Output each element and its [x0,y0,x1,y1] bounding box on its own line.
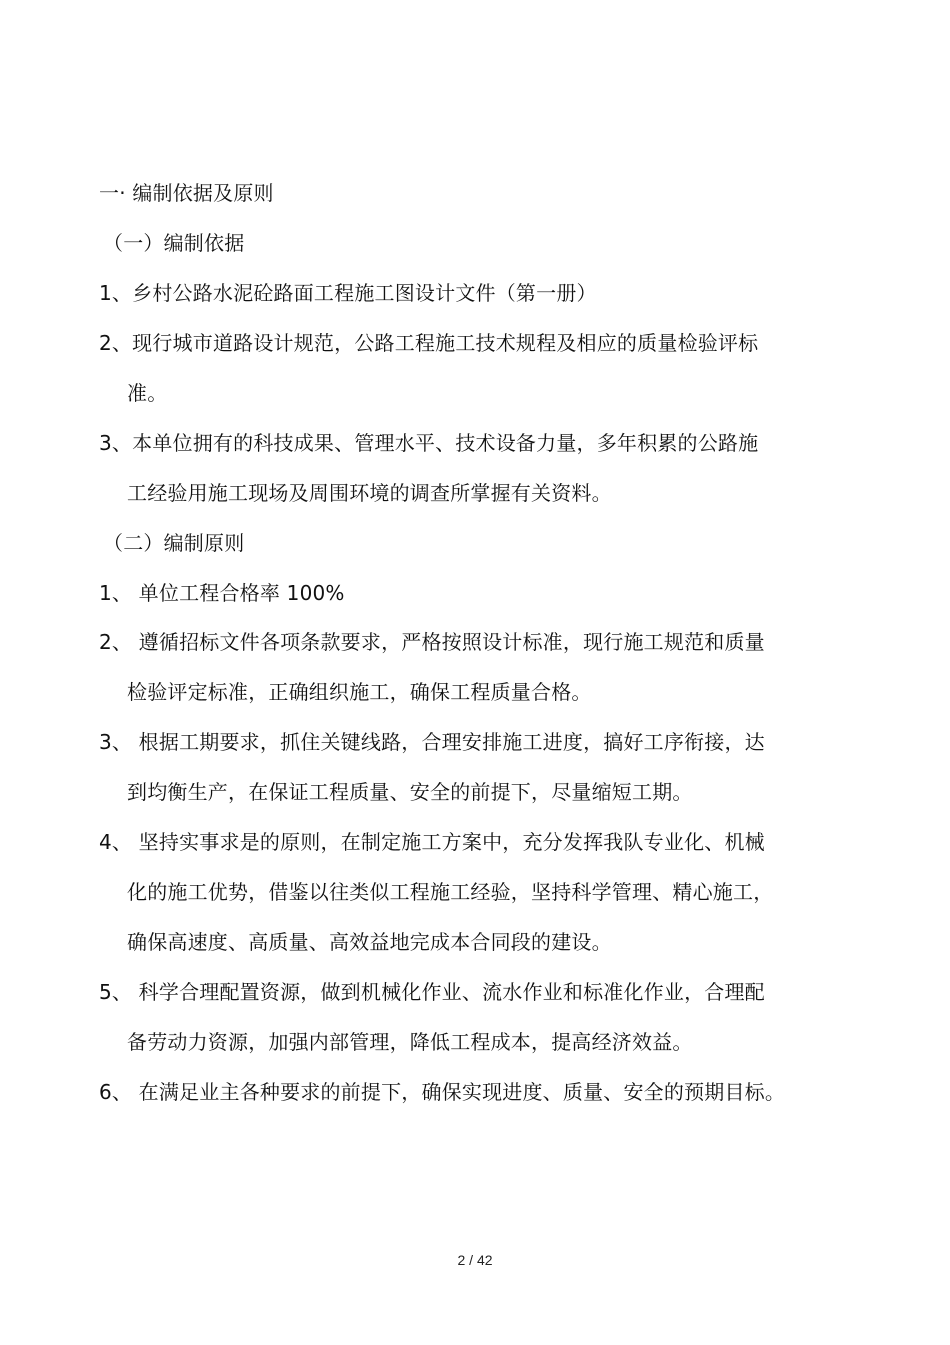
subsection-heading-basis: （一）编制依据 [103,231,245,255]
page-number: 2 / 42 [457,1252,493,1268]
principle-item-3-line-1: 3、 根据工期要求，抓住关键线路，合理安排施工进度，搞好工序衔接，达 [99,730,765,754]
principle-item-1-line-1: 1、 单位工程合格率 100% [99,581,345,605]
basis-item-3-line-1: 3、本单位拥有的科技成果、管理水平、技术设备力量，多年积累的公路施 [99,431,759,455]
principle-item-5-line-2: 备劳动力资源，加强内部管理，降低工程成本，提高经济效益。 [127,1030,693,1054]
principle-item-6-line-1: 6、 在满足业主各种要求的前提下，确保实现进度、质量、安全的预期目标。 [99,1080,786,1104]
principle-item-4-line-3: 确保高速度、高质量、高效益地完成本合同段的建设。 [127,930,612,954]
principle-item-4-line-2: 化的施工优势，借鉴以往类似工程施工经验，坚持科学管理、精心施工， [127,880,774,904]
principle-item-5-line-1: 5、 科学合理配置资源，做到机械化作业、流水作业和标准化作业，合理配 [99,980,765,1004]
principle-item-2-line-2: 检验评定标准，正确组织施工，确保工程质量合格。 [127,680,592,704]
basis-item-3-line-2: 工经验用施工现场及周围环境的调查所掌握有关资料。 [127,481,612,505]
principle-item-2-line-1: 2、 遵循招标文件各项条款要求，严格按照设计标准，现行施工规范和质量 [99,630,765,654]
principle-item-4-line-1: 4、 坚持实事求是的原则，在制定施工方案中，充分发挥我队专业化、机械 [99,830,765,854]
basis-item-2-line-1: 2、现行城市道路设计规范，公路工程施工技术规程及相应的质量检验评标 [99,331,759,355]
section-title: 一· 编制依据及原则 [99,181,274,205]
basis-item-2-line-2: 准。 [127,381,168,405]
basis-item-1-line-1: 1、乡村公路水泥砼路面工程施工图设计文件（第一册） [99,281,597,305]
subsection-heading-principles: （二）编制原则 [103,531,245,555]
principle-item-3-line-2: 到均衡生产，在保证工程质量、安全的前提下，尽量缩短工期。 [127,780,693,804]
